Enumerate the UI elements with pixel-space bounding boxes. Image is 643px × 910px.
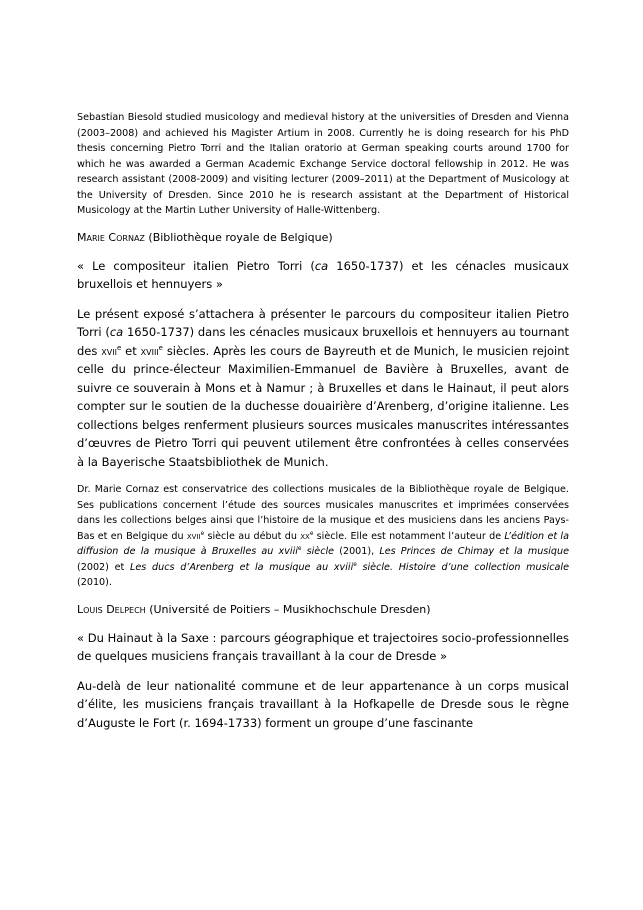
speaker-cornaz (77, 230, 569, 246)
biography-biesold: Sebastian Biesold studied musicology and medieval history at the universities of Dresden and Vienna (2003–2008) and achieved his Magister Artium in 2008. Currently he is doing research for his PhD thesis concerning Pietro Torri and the Italian oratorio at German speaking courts around 1700 for which he was awarded a German Academic Exchange Service doctoral fellowship in 2012. He was research assistant (2008-2009) and visiting lecturer (2009–2011) at the Department of Musicology at the University of Dresden. Since 2010 he is research assistant at the Department of Historical Musicology at the Martin Luther University of Halle-Wittenberg. (77, 112, 569, 216)
talk-title-delpech: « Du Hainaut à la Saxe : parcours géographique et trajectoires socio-professionnelles de quelques musiciens français travaillant à la cour de Dresde » (77, 630, 569, 663)
abstract-cornaz: Le présent exposé s’attachera à présenter le parcours du compositeur italien Pietro Torri (ca 1650-1737) dans les cénacles musicaux bruxellois et hennuyers au tournant des xvii$^e$ et xviii$^e$ siècles. Après les cours de Bayreuth et de Munich, le musicien rejoint celle du prince-électeur Maximilien-Emmanuel de Bavière à Bruxelles, avant de suivre ce souverain à Mons et à Namur ; à Bruxelles et dans le Hainaut, il peut alors compter sur le soutien de la duchesse douairière d’Arenberg, d’origine italienne. Les collections belges renferment plusieurs sources musicales manuscrites intéressantes d’œuvres de Pietro Torri qui peuvent utilement être confrontées à celles conservées à la Bayerische Staatsbibliothek de Munich. (77, 306, 569, 469)
talk-title-cornaz: « Le compositeur italien Pietro Torri (ca 1650-1737) et les cénacles musicaux bruxellois et hennuyers » (77, 258, 569, 291)
speaker-name: Marie Cornaz (77, 230, 145, 244)
document-page (77, 110, 569, 732)
speaker-name: Louis Delpech (77, 602, 146, 616)
speaker-affiliation: (Bibliothèque royale de Belgique) (148, 230, 333, 244)
speaker-affiliation: (Université de Poitiers – Musikhochschule Dresden) (149, 602, 431, 616)
biography-cornaz: Dr. Marie Cornaz est conservatrice des collections musicales de la Bibliothèque royale de Belgique. Ses publications concernent l’étude des sources musicales manuscrites et imprimées conservées dans les collections belges ainsi que l’histoire de la musique et des musiciens dans les anciens Pays-Bas et en Belgique du xvii$^e$ siècle au début du $xx^e$ siècle. Elle est notamment l’auteur de L’édition et la diffusion de la musique à Bruxelles au xviii$^e$ siècle (2001), Les Princes de Chimay et la musique (2002) et Les ducs d’Arenberg et la musique au xviii$^e$ siècle. Histoire d’une collection musicale (2010). (77, 484, 570, 588)
abstract-delpech: Au-delà de leur nationalité commune et de leur appartenance à un corps musical d’élite, les musiciens français travaillant à la Hofkapelle de Dresde sous le règne d’Auguste le Fort (r. 1694-1733) forment un groupe d’une fascinante (77, 678, 569, 730)
speaker-delpech (77, 602, 569, 618)
